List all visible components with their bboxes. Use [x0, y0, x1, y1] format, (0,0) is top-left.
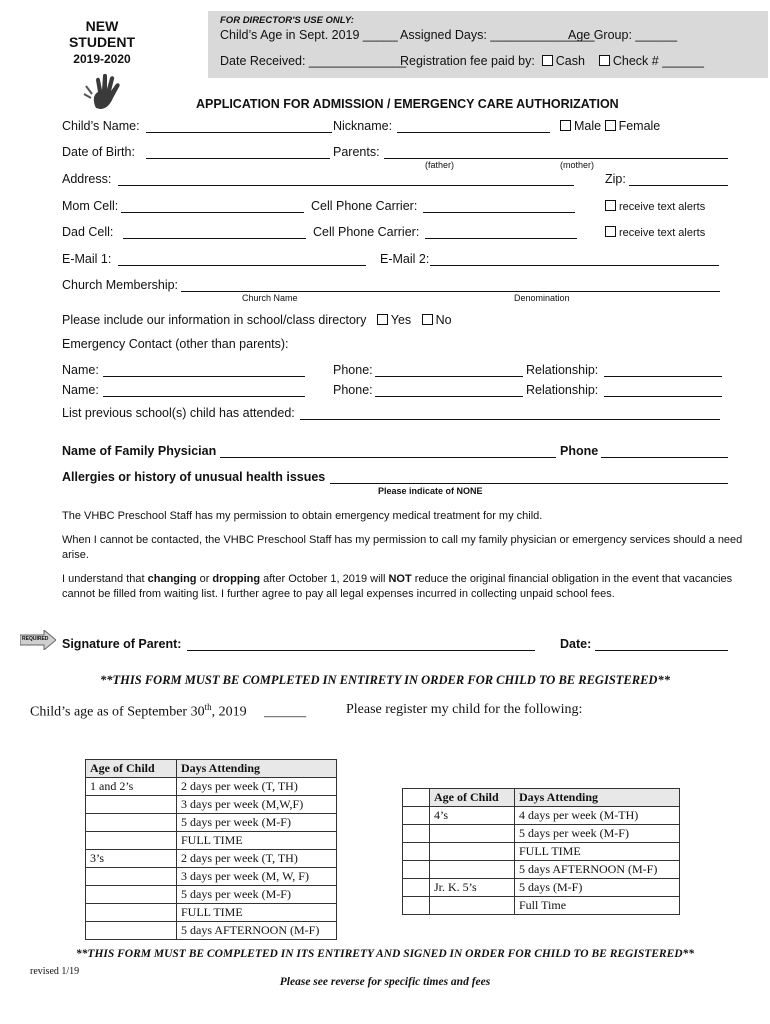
header-age: Age of Child [430, 789, 515, 807]
enrollment-table-younger [85, 759, 337, 940]
table-row [403, 861, 680, 879]
days-option[interactable]: FULL TIME [177, 832, 337, 850]
header-days: Days Attending [515, 789, 680, 807]
check-cell[interactable] [403, 843, 430, 861]
check-checkbox[interactable] [599, 55, 610, 66]
physician-field[interactable] [220, 457, 556, 458]
age-cell [86, 922, 177, 940]
table-row [86, 850, 337, 868]
age-cell [430, 897, 515, 915]
check-cell[interactable] [403, 807, 430, 825]
financial-obligation-paragraph [62, 572, 752, 602]
age-cell [86, 814, 177, 832]
new-label: NEW [85, 18, 119, 34]
p3-part-c: reduce the original financial obligation in the event that vacancies cannot be filled from waiting list. I further agree to pay all legal expenses incurred in collecting unpaid school fees. [62, 573, 733, 600]
ec1-phone-label: Phone: [333, 363, 373, 377]
table-row [86, 778, 337, 796]
handprint-logo [82, 74, 130, 110]
cash-checkbox[interactable] [542, 55, 553, 66]
table-row [403, 807, 680, 825]
table-header-row [403, 789, 680, 807]
age-cell [86, 832, 177, 850]
directory-yes-label: Yes [390, 313, 412, 327]
mom-text-alerts [605, 200, 705, 213]
table-row [86, 886, 337, 904]
days-option[interactable]: 2 days per week (T, TH) [177, 778, 337, 796]
age-as-of-sup: th [204, 702, 212, 712]
dob-label: Date of Birth: [62, 145, 135, 159]
check-cell[interactable] [403, 897, 430, 915]
ec1-phone-field[interactable] [375, 376, 523, 377]
table-row [86, 832, 337, 850]
physician-phone-label: Phone [560, 444, 599, 458]
dad-cell-field[interactable] [123, 238, 306, 239]
p3-dropping: dropping [212, 573, 261, 585]
age-as-of-text: Child’s age as of September 30 [30, 704, 205, 720]
p3-part-b: after October 1, 2019 will [260, 573, 389, 585]
parents-field[interactable] [384, 158, 728, 159]
ec2-relationship-field[interactable] [604, 396, 722, 397]
check-col [403, 789, 430, 807]
age-cell: 1 and 2’s [86, 778, 177, 796]
directory-no-checkbox[interactable] [422, 314, 433, 325]
dad-carrier-field[interactable] [425, 238, 577, 239]
days-option[interactable]: 5 days per week (M-F) [177, 814, 337, 832]
age-cell: 4’s [430, 807, 515, 825]
age-cell [430, 861, 515, 879]
ec2-phone-label: Phone: [333, 383, 373, 397]
signature-date-label: Date: [560, 637, 592, 651]
p3-not: NOT [388, 573, 412, 585]
days-option[interactable]: 5 days per week (M-F) [515, 825, 680, 843]
mom-cell-field[interactable] [121, 212, 304, 213]
directory-no-label: No [435, 313, 452, 327]
table-row [403, 843, 680, 861]
email2-field[interactable] [430, 265, 719, 266]
check-cell[interactable] [403, 879, 430, 897]
header-days: Days Attending [177, 760, 337, 778]
registration-fee-label [400, 54, 704, 68]
table-row [403, 879, 680, 897]
indicate-none-caption: Please indicate of NONE [378, 486, 483, 496]
permission-paragraph-2: When I cannot be contacted, the VHBC Preschool Staff has my permission to call my family physician or emergency services should a need arise. [62, 534, 743, 561]
revised-date: revised 1/19 [30, 966, 80, 977]
see-reverse-note: Please see reverse for specific times and fees [279, 976, 491, 988]
completion-notice-top: **THIS FORM MUST BE COMPLETED IN ENTIRETY IN ORDER FOR CHILD TO BE REGISTERED** [100, 673, 670, 687]
ec2-name-field[interactable] [103, 396, 305, 397]
church-name-caption: Church Name [242, 293, 298, 303]
check-cell[interactable] [403, 825, 430, 843]
address-label: Address: [62, 172, 112, 186]
days-option[interactable]: 5 days AFTERNOON (M-F) [515, 861, 680, 879]
assigned-days-field[interactable]: Assigned Days: _______________ [400, 28, 595, 42]
mom-text-alerts-label: receive text alerts [619, 201, 706, 213]
ec1-relationship-field[interactable] [604, 376, 722, 377]
female-checkbox[interactable] [605, 120, 616, 131]
reg-fee-text: Registration fee paid by: [400, 54, 535, 68]
permission-paragraph-1: The VHBC Preschool Staff has my permission to obtain emergency medical treatment for my child. [62, 510, 543, 522]
days-option[interactable]: FULL TIME [515, 843, 680, 861]
signature-date-field[interactable] [595, 650, 728, 651]
female-label: Female [618, 119, 661, 133]
childs-age-field[interactable]: Child’s Age in Sept. 2019 _____ [220, 28, 398, 42]
age-as-of-row [30, 702, 306, 721]
header-age: Age of Child [86, 760, 177, 778]
ec2-name-label: Name: [62, 383, 99, 397]
physician-phone-field[interactable] [601, 457, 728, 458]
table-row [86, 904, 337, 922]
ec2-phone-field[interactable] [375, 396, 523, 397]
directory-row [62, 313, 452, 327]
mom-carrier-label: Cell Phone Carrier: [311, 199, 418, 213]
table-row [86, 796, 337, 814]
zip-field[interactable] [629, 185, 728, 186]
form-title: APPLICATION FOR ADMISSION / EMERGENCY CARE AUTHORIZATION [196, 97, 619, 111]
age-cell: Jr. K. 5’s [430, 879, 515, 897]
nickname-field[interactable] [397, 132, 550, 133]
father-caption: (father) [425, 160, 455, 170]
days-option[interactable]: 5 days AFTERNOON (M-F) [177, 922, 337, 940]
mom-cell-label: Mom Cell: [62, 199, 119, 213]
cash-label: Cash [555, 54, 585, 68]
age-cell [430, 843, 515, 861]
school-year: 2019-2020 [73, 52, 131, 66]
male-checkbox[interactable] [560, 120, 571, 131]
days-option[interactable]: FULL TIME [177, 904, 337, 922]
mom-text-alerts-checkbox[interactable] [605, 200, 616, 211]
address-field[interactable] [118, 185, 574, 186]
days-option[interactable]: 3 days per week (M,W,F) [177, 796, 337, 814]
table-row [86, 868, 337, 886]
age-cell [86, 886, 177, 904]
new-student-heading [52, 18, 152, 68]
email1-label: E-Mail 1: [62, 252, 112, 266]
parents-label: Parents: [333, 145, 380, 159]
ec1-name-label: Name: [62, 363, 99, 377]
days-option[interactable]: 3 days per week (M, W, F) [177, 868, 337, 886]
table-row [86, 922, 337, 940]
gender-options [560, 119, 660, 133]
dad-text-alerts-label: receive text alerts [619, 227, 706, 239]
dad-carrier-label: Cell Phone Carrier: [313, 225, 420, 239]
date-received-field[interactable]: Date Received: ______________ [220, 54, 407, 68]
check-label: Check # ______ [612, 54, 704, 68]
directory-yes-checkbox[interactable] [377, 314, 388, 325]
denomination-caption: Denomination [514, 293, 570, 303]
dad-text-alerts-checkbox[interactable] [605, 226, 616, 237]
register-text: Please register my child for the following: [346, 702, 583, 717]
required-text: REQUIRED [22, 636, 49, 642]
table-row [403, 897, 680, 915]
childs-name-label: Child’s Name: [62, 119, 140, 133]
required-arrow [20, 630, 56, 650]
nickname-label: Nickname: [333, 119, 393, 133]
physician-label: Name of Family Physician [62, 444, 217, 458]
age-cell [86, 868, 177, 886]
church-field[interactable] [181, 291, 720, 292]
dad-cell-label: Dad Cell: [62, 225, 114, 239]
days-option[interactable]: 5 days (M-F) [515, 879, 680, 897]
student-label: STUDENT [68, 34, 136, 50]
directors-use-box [208, 11, 768, 78]
dad-text-alerts [605, 226, 705, 239]
allergies-label: Allergies or history of unusual health issues [62, 470, 326, 484]
table-row [403, 825, 680, 843]
days-option[interactable]: 2 days per week (T, TH) [177, 850, 337, 868]
zip-label: Zip: [605, 172, 626, 186]
prev-school-field[interactable] [300, 419, 720, 420]
age-group-field[interactable]: Age Group: ______ [568, 28, 678, 42]
table-row [86, 814, 337, 832]
mom-carrier-field[interactable] [423, 212, 575, 213]
church-label: Church Membership: [62, 278, 179, 292]
prev-school-label: List previous school(s) child has attended: [62, 406, 295, 420]
ec2-relationship-label: Relationship: [526, 383, 599, 397]
p3-or: or [196, 573, 213, 585]
age-cell [86, 796, 177, 814]
completion-notice-bottom: **THIS FORM MUST BE COMPLETED IN ITS ENTIRETY AND SIGNED IN ORDER FOR CHILD TO BE REGISTERED** [75, 948, 695, 960]
signature-field[interactable] [187, 650, 535, 651]
enrollment-table-older [402, 788, 680, 915]
mother-caption: (mother) [560, 160, 595, 170]
ec1-name-field[interactable] [103, 376, 305, 377]
table-header-row [86, 760, 337, 778]
ec1-relationship-label: Relationship: [526, 363, 599, 377]
age-cell [86, 904, 177, 922]
directors-use-heading: FOR DIRECTOR'S USE ONLY: [220, 15, 354, 26]
emergency-contact-label: Emergency Contact (other than parents): [62, 337, 289, 351]
directory-label: Please include our information in school/class directory [62, 313, 367, 327]
male-label: Male [574, 119, 602, 133]
days-option[interactable]: Full Time [515, 897, 680, 915]
email1-field[interactable] [118, 265, 366, 266]
check-cell[interactable] [403, 861, 430, 879]
p3-changing: changing [147, 573, 197, 585]
age-as-of-year: , 2019 [211, 704, 247, 720]
days-option[interactable]: 5 days per week (M-F) [177, 886, 337, 904]
age-blank-field[interactable]: ______ [264, 704, 307, 720]
age-cell: 3’s [86, 850, 177, 868]
p3-part-a: I understand that [62, 573, 148, 585]
dob-field[interactable] [146, 158, 330, 159]
childs-name-field[interactable] [146, 132, 332, 133]
email2-label: E-Mail 2: [380, 252, 430, 266]
days-option[interactable]: 4 days per week (M-TH) [515, 807, 680, 825]
allergies-field[interactable] [330, 483, 728, 484]
signature-label: Signature of Parent: [62, 637, 182, 651]
age-cell [430, 825, 515, 843]
